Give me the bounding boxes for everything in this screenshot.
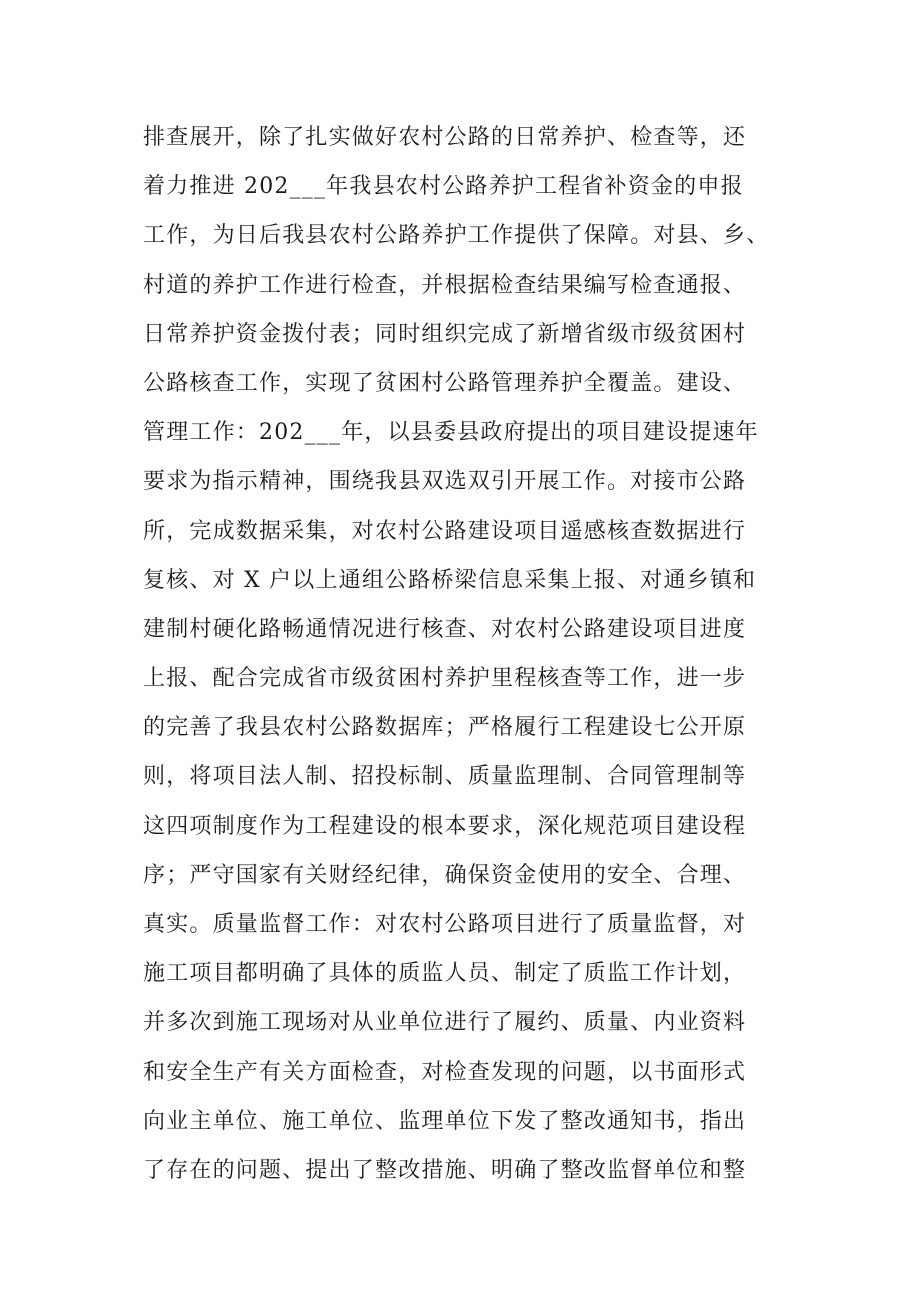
text-line: 管理工作：202___年，以县委县政府提出的项目建设提速年 (143, 420, 759, 446)
text-line: 了存在的问题、提出了整改措施、明确了整改监督单位和整 (143, 1157, 747, 1183)
text-line: 复核、对 X 户以上通组公路桥梁信息采集上报、对通乡镇和 (143, 567, 757, 593)
text-line: 所，完成数据采集，对农村公路建设项目遥感核查数据进行 (143, 518, 747, 544)
text-line: 的完善了我县农村公路数据库；严格履行工程建设七公开原 (143, 715, 747, 741)
text-line: 上报、配合完成省市级贫困村养护里程核查等工作，进一步 (143, 666, 747, 692)
text-line: 和安全生产有关方面检查，对检查发现的问题，以书面形式 (143, 1059, 747, 1085)
text-line: 并多次到施工现场对从业单位进行了履约、质量、内业资料 (143, 1010, 747, 1036)
text-line: 公路核查工作，实现了贫困村公路管理养护全覆盖。建设、 (143, 370, 747, 396)
text-line: 真实。质量监督工作：对农村公路项目进行了质量监督，对 (143, 912, 747, 937)
text-line: 日常养护资金拨付表；同时组织完成了新增省级市级贫困村 (143, 321, 747, 347)
text-line: 排查展开，除了扎实做好农村公路的日常养护、检查等，还 (143, 125, 747, 150)
text-line: 着力推进 202___年我县农村公路养护工程省补资金的申报 (143, 174, 744, 200)
text-line: 向业主单位、施工单位、监理单位下发了整改通知书，指出 (143, 1108, 747, 1134)
text-line: 村道的养护工作进行检查，并根据检查结果编写检查通报、 (143, 272, 747, 298)
body-paragraph (143, 113, 783, 1195)
text-line: 这四项制度作为工程建设的根本要求，深化规范项目建设程 (143, 813, 747, 839)
text-line: 序；严守国家有关财经纪律，确保资金使用的安全、合理、 (143, 862, 747, 888)
text-line: 工作，为日后我县农村公路养护工作提供了保障。对县、乡、 (143, 223, 770, 249)
text-line: 要求为指示精神，围绕我县双选双引开展工作。对接市公路 (143, 469, 747, 495)
text-line: 则，将项目法人制、招投标制、质量监理制、合同管理制等 (143, 764, 747, 790)
text-line: 建制村硬化路畅通情况进行核查、对农村公路建设项目进度 (143, 616, 747, 642)
text-line: 施工项目都明确了具体的质监人员、制定了质监工作计划， (143, 961, 747, 987)
